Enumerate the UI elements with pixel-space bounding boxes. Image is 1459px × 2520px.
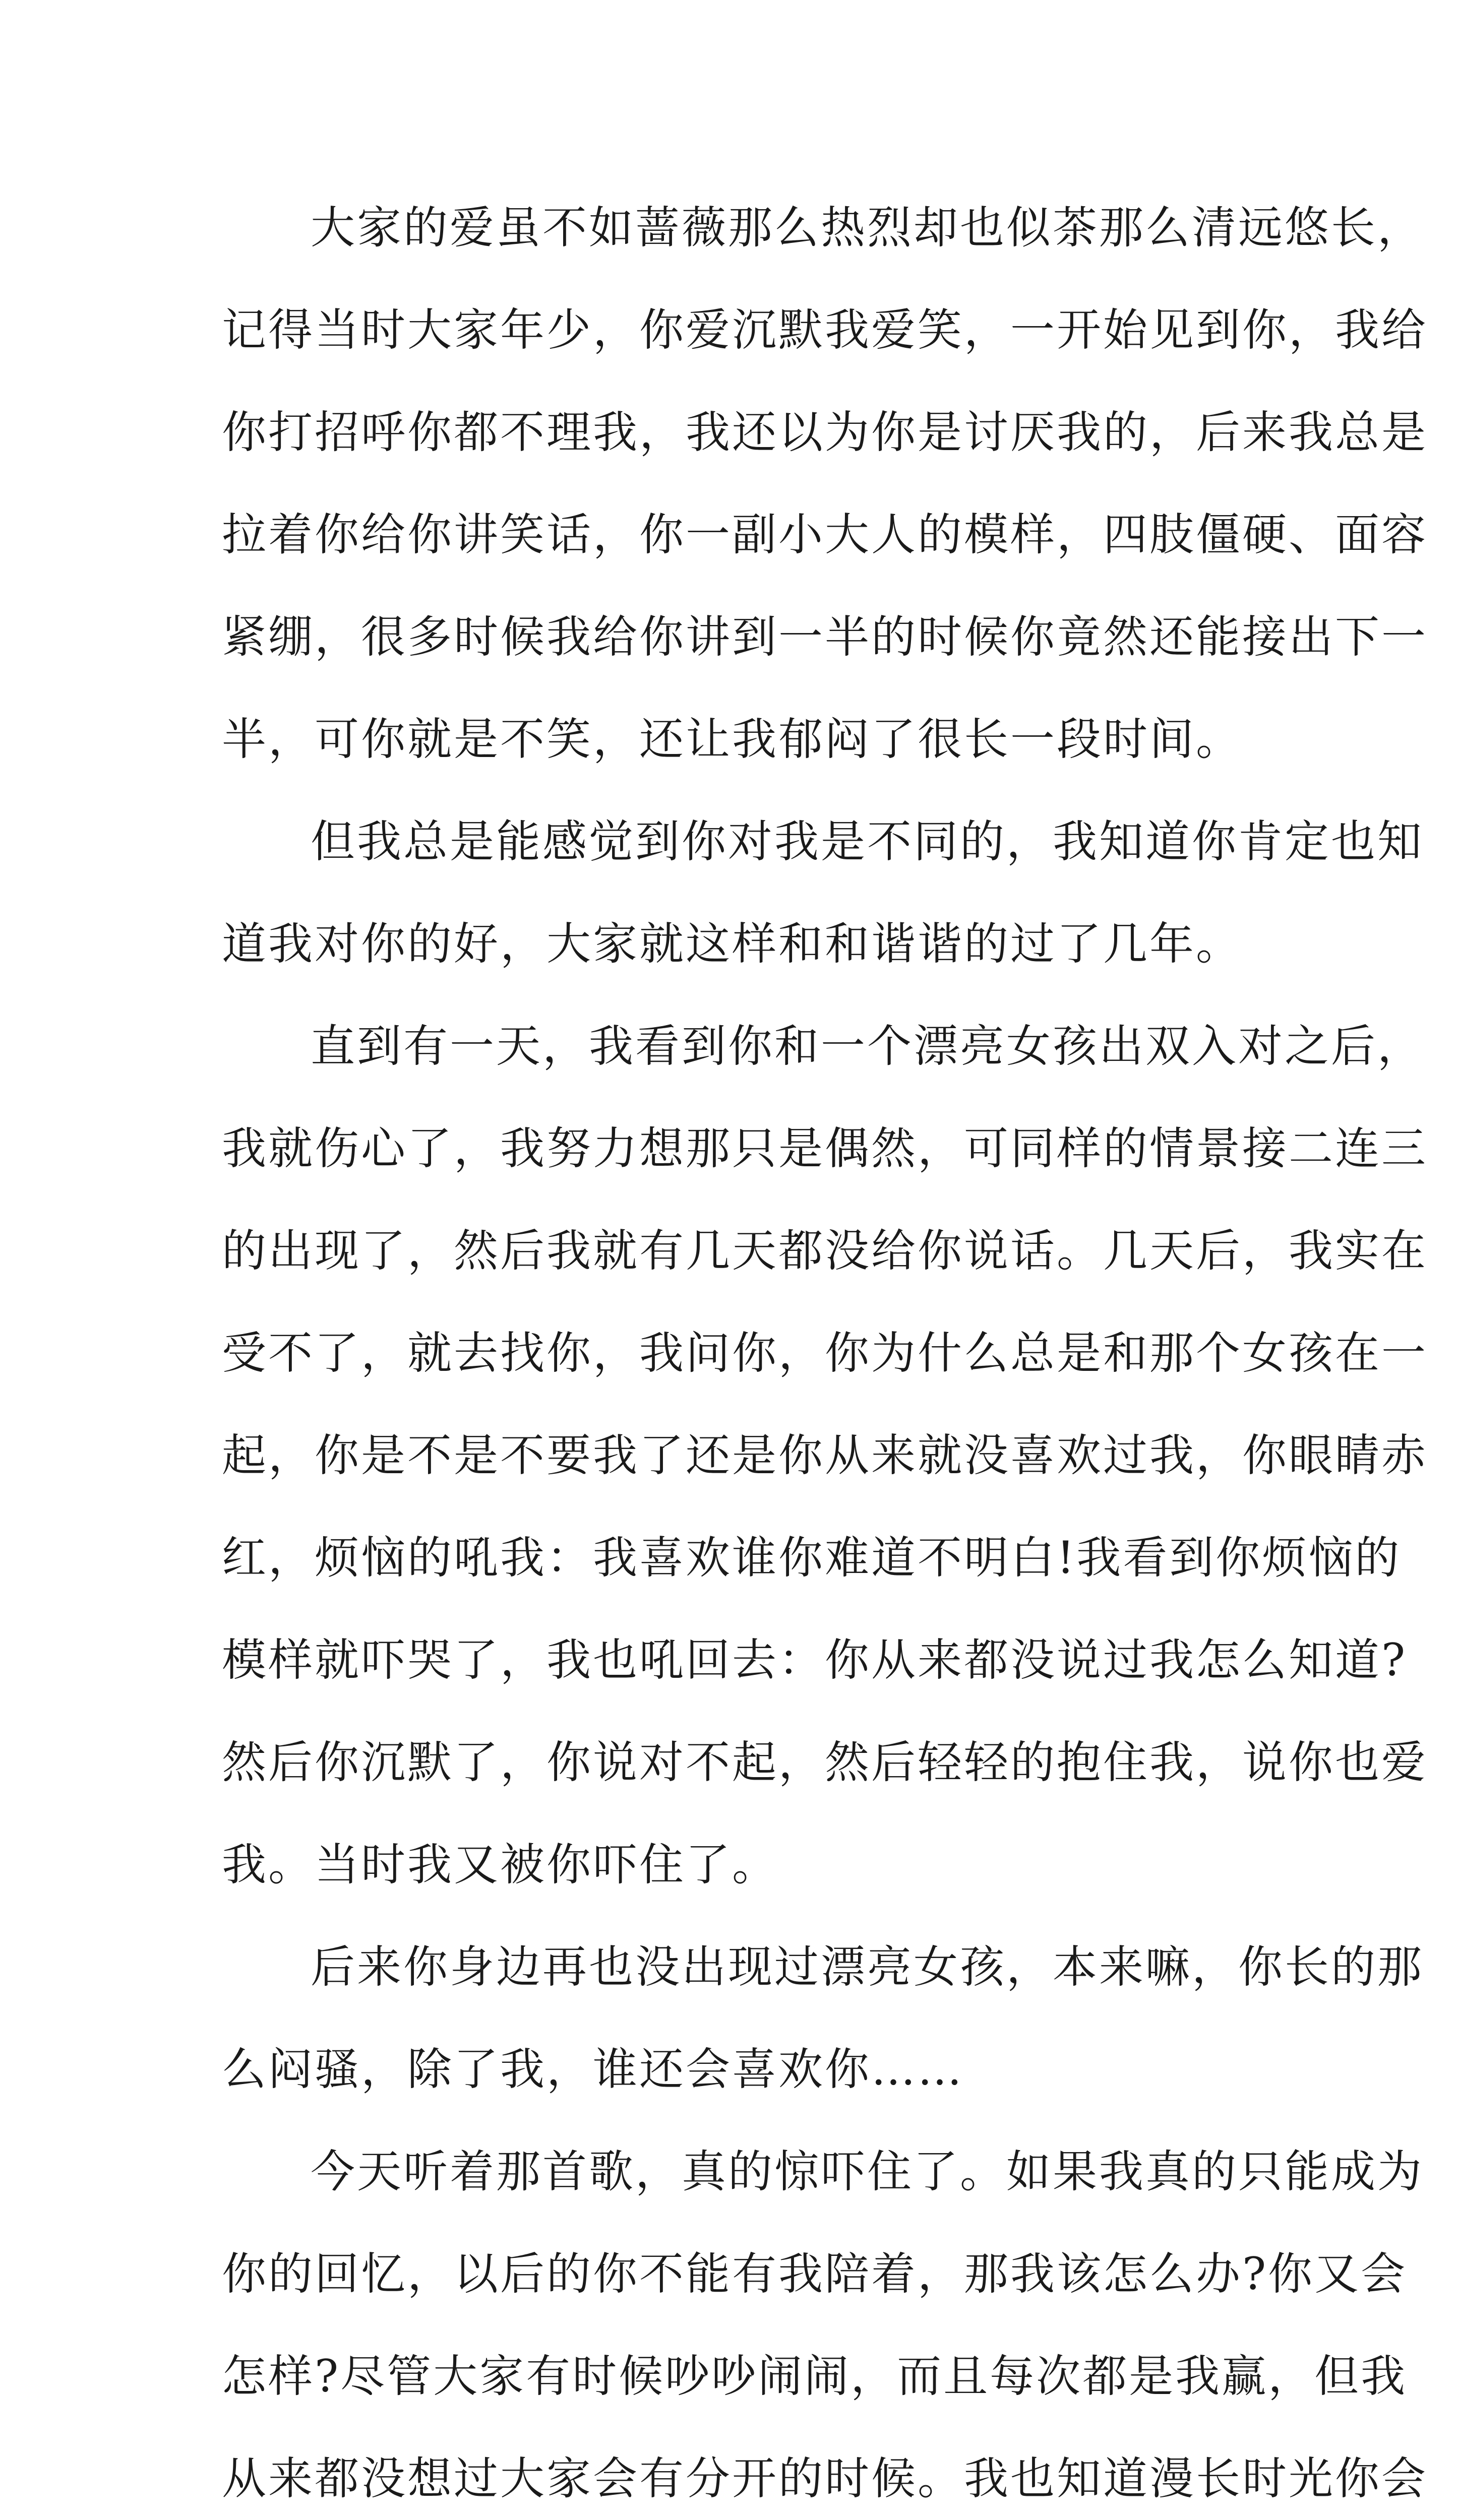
text-line: 的出现了，然后我就有几天都没给你说话。几天后，我实在 [222, 1225, 1428, 1277]
text-line: 拉着你给你讲笑话，你一副小大人的模样，四肢僵硬、面容 [222, 509, 1428, 560]
text-line: 模样就吓哭了，我也吼回去：你从来都没说过我怎么知道? [222, 1634, 1408, 1686]
text-line: 从来都没想过大家会有分开的时候。我也知道漫长时光你会 [222, 2452, 1428, 2504]
text-line: 道我对你的好，大家就这样和和谐谐的过了几年。 [222, 918, 1243, 970]
text-line: 但我总是能感觉到你对我是不同的，我知道你肯定也知 [311, 815, 1424, 867]
paragraph-3 [222, 995, 1428, 1916]
text-line: 你的回忆，以后的你不能有我陪着，那我该怎么办?你又会 [222, 2248, 1408, 2300]
text-line: 我。当时我又被你吓住了。 [222, 1839, 779, 1891]
document-body [222, 176, 1428, 2520]
paragraph-4 [222, 1916, 1424, 2120]
text-line: 起，你是不是不要我了还是你从来就没喜欢过我，你眼睛赤 [222, 1429, 1428, 1481]
text-line: 半，可你就是不笑，还让我郁闷了很长一段时间。 [222, 713, 1243, 765]
text-line: 直到有一天，我看到你和一个漂亮女孩出双入对之后， [311, 1020, 1424, 1072]
text-line: 受不了，就去找你，我问你，你为什么总是和那个女孩在一 [222, 1327, 1428, 1379]
text-line: 红，烦恼的吼我：我喜欢谁你难道不明白!我看到你烦恼的 [222, 1532, 1402, 1584]
text-line: 紧绷，很多时候我给你讲到一半的时候你竟然还能接出下一 [222, 611, 1428, 663]
text-line: 然后你沉默了，你说对不起，然后轻轻的抱住我，说你也爱 [222, 1736, 1428, 1788]
text-line: 么闷骚，除了我，谁还会喜欢你…… [222, 2043, 964, 2095]
text-line: 怎样?尽管大家有时候吵吵闹闹，而且每次都是我赢，但我 [222, 2350, 1408, 2402]
text-line: 你打招呼你都不理我，我还以为你是讨厌我的，后来我总是 [222, 406, 1428, 458]
text-line: 大家的爱虽不如蔷薇那么热烈却也似茶那么清远悠长， [311, 202, 1424, 254]
text-line: 今天听着那首歌，真的惊吓住了。如果我真的只能成为 [311, 2146, 1424, 2197]
text-line: 记得当时大家年少，你爱沉默我爱笑，一开始见到你，我给 [222, 304, 1428, 356]
paragraph-1 [222, 176, 1428, 790]
paragraph-2 [222, 790, 1424, 995]
text-line: 我就伤心了，我努力想那只是偶然，可同样的情景接二连三 [222, 1122, 1428, 1174]
paragraph-5 [222, 2120, 1428, 2520]
text-line: 后来你身边再也没出现过漂亮女孩，本来嘛，你长的那 [311, 1941, 1424, 1993]
